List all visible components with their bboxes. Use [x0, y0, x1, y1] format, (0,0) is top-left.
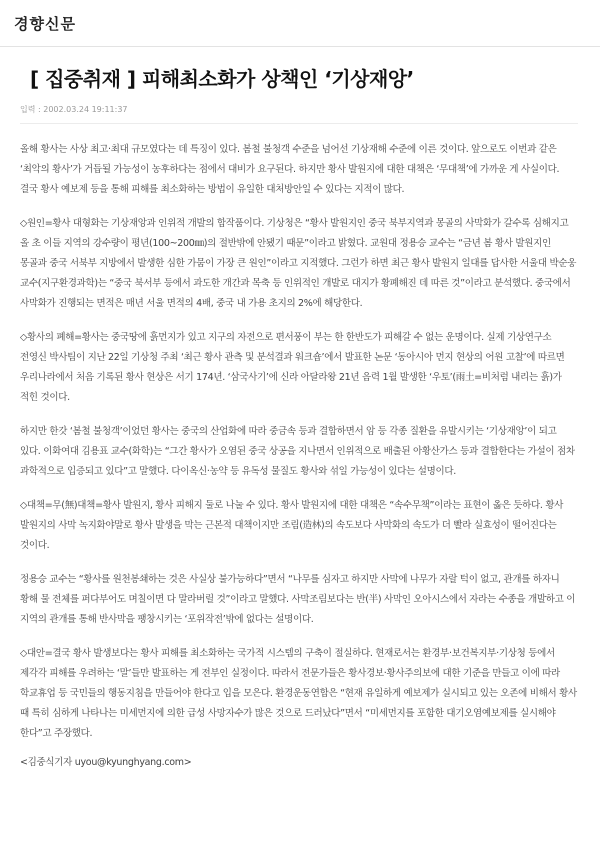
- site-header: [0, 0, 600, 47]
- article-title: [ 집중취재 ] 피해최소화가 상책인 ‘기상재앙’: [30, 67, 414, 91]
- article-paragraph: 하지만 한갓 ‘봄철 불청객’이었던 황사는 중국의 산업화에 따라 중금속 등과 결합하면서 암 등 각종 질환을 유발시키는 ‘기상재앙’이 되고 있다. 이화여대 김용표 교수(화학)는 “그간 황사가 오염된 중국 상공을 지나면서 인위적으로 배출된 아황산가스 등과 결합한다는 가설이 점차 과학적으로 입증되고 있다”고 말했다. 다이옥신·농약 등 유독성 물질도 황사와 섞일 가능성이 있다는 설명이다.: [20, 426, 575, 477]
- article-paragraph: 정용승 교수는 “황사를 원천봉쇄하는 것은 사실상 불가능하다”면서 “나무를 심자고 하지만 사막에 나무가 자랄 턱이 없고, 관개를 하자니 황해 물 전체를 퍼다부어도 며칠이면 다 말라버릴 것”이라고 말했다. 사막조림보다는 반(半) 사막인 오아시스에서 자라는 수종을 개발하고 이 지역의 관개를 통해 반사막을 팽창시키는 ‘포위작전’밖에 없다는 설명이다.: [20, 574, 576, 625]
- article-paragraph: ◇원인=황사 대형화는 기상재앙과 인위적 개발의 합작품이다. 기상청은 “황사 발원지인 중국 북부지역과 몽골의 사막화가 갈수록 심해지고 올 초 이들 지역의 강수량이 평년(100~200㎜)의 절반밖에 안됐기 때문”이라고 밝혔다. 교원대 정용승 교수는 “금년 봄 황사 발원지인 몽골과 중국 서북부 지방에서 발생한 심한 가뭄이 가장 큰 원인”이라고 지적했다. 그런가 하면 최근 황사 발원지 일대를 답사한 서울대 박순웅 교수(지구환경과학)는 “중국 북서부 등에서 과도한 개간과 목축 등 인위적인 개발로 대지가 황폐해진 데 따른 것”이라고 분석했다. 중국에서 사막화가 진행되는 면적은 매년 서울 면적의 4배, 중국 내 가용 초지의 2%에 해당한다.: [20, 218, 577, 309]
- article-byline: <김중식기자 uyou@kyunghyang.com>: [20, 757, 192, 768]
- site-logo[interactable]: 경향신문: [14, 14, 76, 33]
- article-paragraph: ◇대책=무(無)대책=황사 발원지, 황사 피해지 둘로 나눌 수 있다. 황사 발원지에 대한 대책은 “속수무책”이라는 표현이 옳은 듯하다. 황사 발원지의 사막 녹지화야말로 황사 발생을 막는 근본적 대책이지만 조림(造林)의 속도보다 사막화의 속도가 더 빨라 실효성이 떨어진다는 것이다.: [20, 500, 564, 551]
- article-body: [20, 140, 578, 768]
- article-paragraph: 올해 황사는 사상 최고·최대 규모였다는 데 특징이 있다. 봄철 불청객 수준을 넘어선 기상재해 수준에 이른 것이다. 앞으로도 이번과 같은 ‘최악의 황사’가 거듭될 가능성이 농후하다는 점에서 대비가 요구된다. 하지만 황사 발원지에 대한 대책은 ‘무대책’에 가까운 게 사실이다. 결국 황사 예보제 등을 통해 피해를 최소화하는 방법이 유일한 대처방안일 수 있다는 지적이 많다.: [20, 144, 560, 195]
- article: [0, 63, 600, 768]
- article-paragraph: ◇황사의 폐해=황사는 중국땅에 흙먼지가 있고 지구의 자전으로 편서풍이 부는 한 한반도가 피해갈 수 없는 운명이다. 실제 기상연구소 전영신 박사팀이 지난 22일 기상청 주최 ‘최근 황사 관측 및 분석결과 워크숍’에서 발표한 논문 ‘동아시아 먼지 현상의 어원 고찰’에 따르면 우리나라에서 처음 기록된 황사 현상은 서기 174년. ‘삼국사기’에 신라 아달라왕 21년 음력 1월 발생한 ‘우토’(雨土=비처럼 내리는 흙)가 적힌 것이다.: [20, 332, 565, 403]
- article-paragraph: ◇대안=결국 황사 발생보다는 황사 피해를 최소화하는 국가적 시스템의 구축이 절실하다. 현재로서는 환경부·보건복지부·기상청 등에서 제각각 피해를 우려하는 ‘말’들만 발표하는 게 전부인 실정이다. 따라서 전문가들은 황사경보·황사주의보에 대한 기준을 만들고 이에 따라 학교휴업 등 국민들의 행동지침을 만들어야 한다고 입을 모은다. 환경운동연합은 “현재 유일하게 예보제가 실시되고 있는 오존에 비해서 황사 때 특히 심하게 나타나는 미세먼지에 의한 급성 사망자수가 많은 것으로 드러났다”면서 “미세먼지를 포함한 대기오염예보제를 실시해야 한다”고 주장했다.: [20, 648, 577, 739]
- article-meta: 입력 : 2002.03.24 19:11:37: [20, 104, 578, 124]
